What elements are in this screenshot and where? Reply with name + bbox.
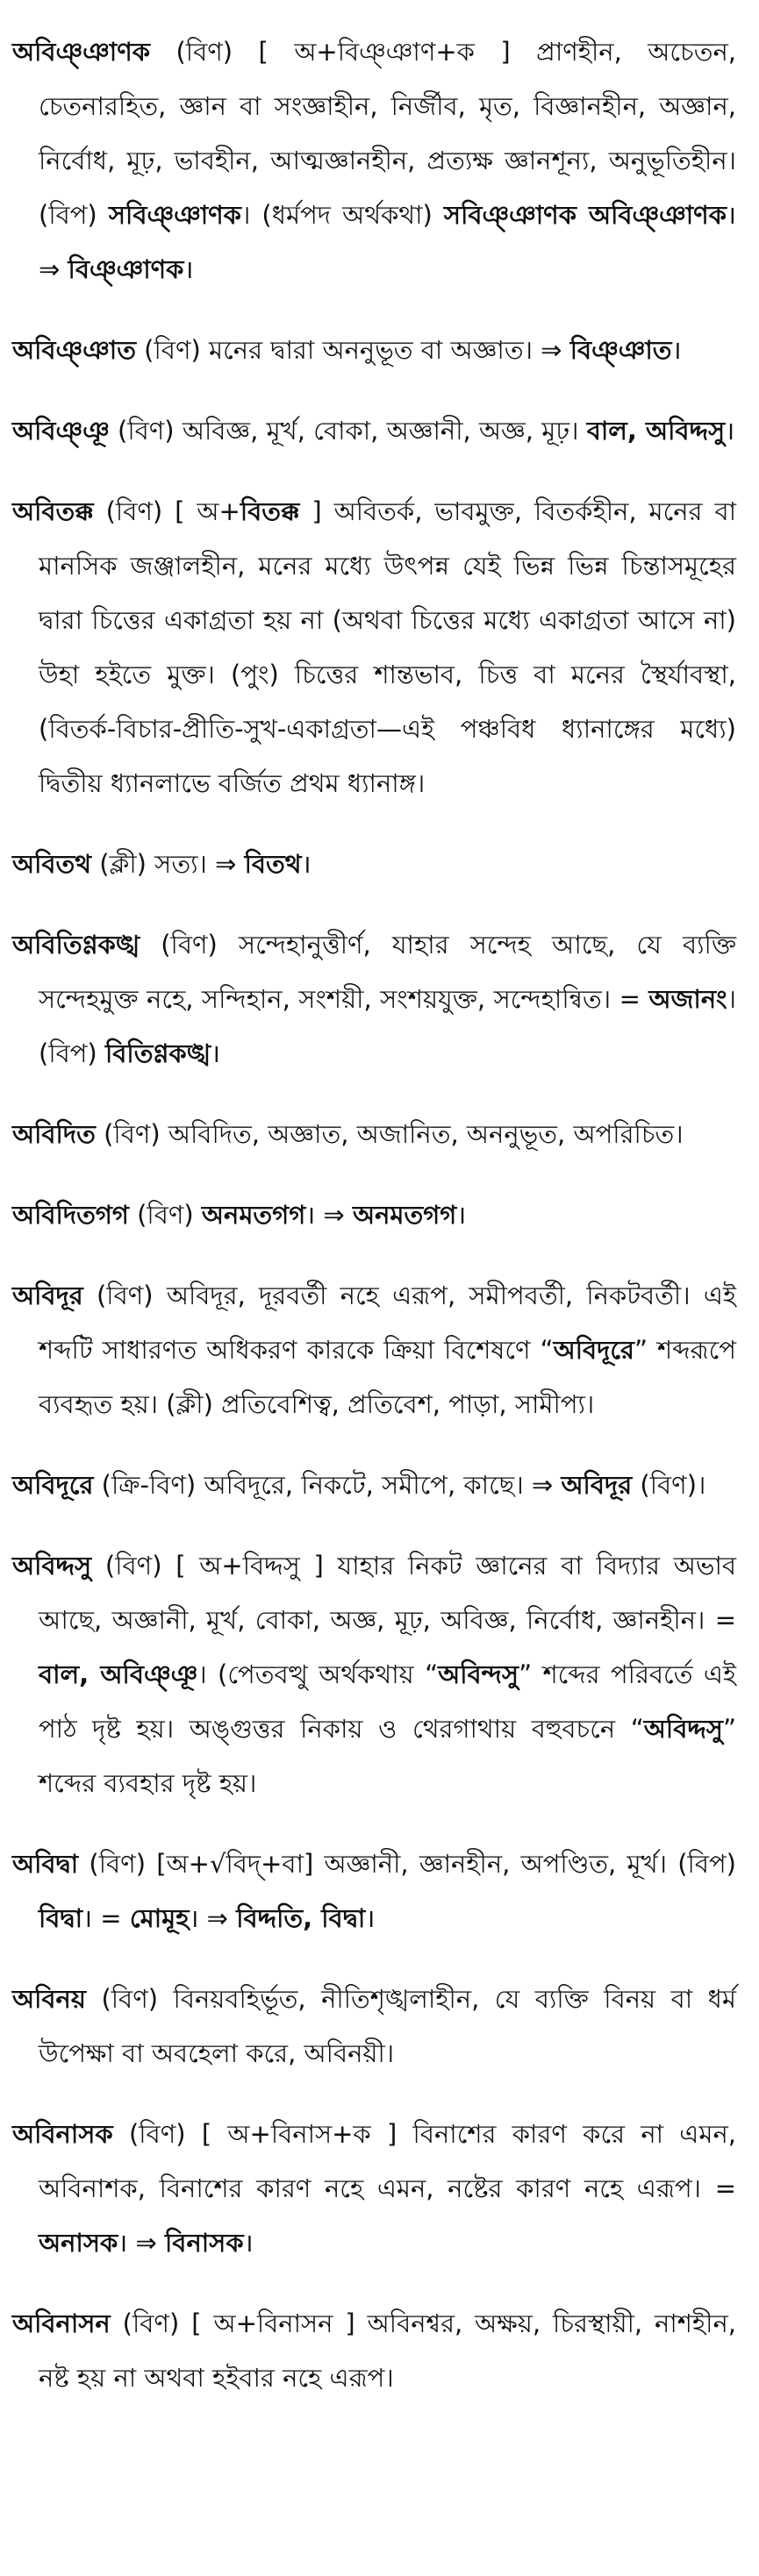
entry-bold-term: বাল, অবিঞ্ঞূ xyxy=(39,1659,198,1689)
entry-bold-term: অবিদূরে xyxy=(553,1335,634,1365)
entry-definition-text: (বিণ) [ অ+বিদ্দসু ] যাহার নিকট জ্ঞানের বা বিদ্যার অভাব আছে, অজ্ঞানী, মূর্খ, বোকা, অজ্ঞ, মূঢ়, অবিজ্ঞ, নির্বোধ, জ্ঞানহীন। = xyxy=(39,1551,736,1635)
dictionary-entry xyxy=(12,1972,736,2080)
dictionary-entry xyxy=(12,403,736,458)
dictionary-entry xyxy=(12,2296,736,2405)
entry-headword: অবিদিতগগ xyxy=(12,1200,129,1230)
entry-definition-text: (বিণ) অবিদিত, অজ্ঞাত, অজানিত, অননুভূত, অপরিচিত। xyxy=(95,1119,684,1149)
entry-definition-text: । xyxy=(183,254,194,284)
entry-bold-term: সবিঞ্ঞাণক অবিঞ্ঞাণক xyxy=(443,200,727,230)
dictionary-entry xyxy=(12,1268,736,1431)
entry-definition-text: (বিণ) অবিজ্ঞ, মূর্খ, বোকা, অজ্ঞানী, অজ্ঞ, মূঢ়। xyxy=(109,416,587,446)
entry-definition-text: । xyxy=(671,335,682,365)
entry-headword: অবিতথ xyxy=(12,849,92,879)
dictionary-entry xyxy=(12,2107,736,2270)
entry-bold-term: বাল, অবিদ্দসু xyxy=(586,416,726,446)
entry-definition-text: (বিণ) [ অ+বিনাসন ] অবিনশ্বর, অক্ষয়, চিরস্থায়ী, নাশহীন, নষ্ট হয় না অথবা হইবার নহে এরূপ। xyxy=(39,2308,736,2393)
entry-bold-term: বিঞ্ঞাণক xyxy=(68,254,184,284)
entry-definition-text: । xyxy=(243,2228,254,2258)
entry-headword: অবিঞ্ঞাণক xyxy=(12,37,151,67)
dictionary-entry xyxy=(12,1538,736,1810)
entry-definition-text: (বিণ) বিনয়বহির্ভূত, নীতিশৃঙ্খলাহীন, যে ব্যক্তি বিনয় বা ধর্ম উপেক্ষা বা অবহেলা করে, অবিনয়ী। xyxy=(39,1984,736,2068)
entry-bold-term: বিতিণ্ণকঙ্খ xyxy=(104,1038,211,1068)
dictionary-entry xyxy=(12,484,736,810)
entry-definition-text: । (বিপ) xyxy=(39,984,736,1068)
entry-headword: অবিনাসন xyxy=(12,2308,111,2338)
entry-definition-text: । xyxy=(725,416,735,446)
entry-bold-term: অনমতগগ xyxy=(201,1200,306,1230)
entry-definition-text: ” শব্দের পরিবর্তে এই পাঠ দৃষ্ট হয়। অঙ্গুত্তর নিকায় ও থেরগাথায় বহুবচনে “ xyxy=(39,1659,736,1744)
entry-definition-text: ” শব্দের ব্যবহার দৃষ্ট হয়। xyxy=(39,1714,736,1798)
dictionary-entry xyxy=(12,837,736,891)
dictionary-entry xyxy=(12,25,736,296)
entry-headword: অবিদিত xyxy=(12,1119,96,1149)
entry-bold-term: সবিঞ্ঞাণক xyxy=(108,200,241,230)
entry-definition-text: (বিণ) [অ+√বিদ্+বা] অজ্ঞানী, জ্ঞানহীন, অপণ্ডিত, মূর্খ। (বিপ) xyxy=(78,1849,736,1879)
entry-bold-term: বিনাসক xyxy=(165,2228,244,2258)
entry-definition-text: ] অবিতর্ক, ভাবমুক্ত, বিতর্কহীন, মনের বা মানসিক জঞ্জালহীন, মনের মধ্যে উৎপন্ন যেই ভিন্ন ভিন্ন চিন্তাসমূহের দ্বারা চিত্তের একাগ্রতা হয় না (অথবা চিত্তের মধ্যে একাগ্রতা আসে না) উহা হইতে মুক্ত। (পুং) চিত্তের শান্তভাব, চিত্ত বা মনের স্থৈর্যাবস্থা, (বিতর্ক-বিচার-প্রীতি-সুখ-একাগ্রতা—এই পঞ্চবিধ ধ্যানাঙ্গের মধ্যে) দ্বিতীয় ধ্যানলাভে বর্জিত প্রথম ধ্যানাঙ্গ। xyxy=(39,496,736,798)
entry-definition-text: (বিণ) [ অ+বিঞ্ঞাণ+ক ] প্রাণহীন, অচেতন, চেতনারহিত, জ্ঞান বা সংজ্ঞাহীন, নির্জীব, মৃত, বিজ্ঞানহীন, অজ্ঞান, নির্বোধ, মূঢ়, ভাবহীন, আত্মজ্ঞানহীন, প্রত্যক্ষ জ্ঞানশূন্য, অনুভূতিহীন। (বিপ) xyxy=(39,37,736,230)
entry-headword: অবিনয় xyxy=(12,1984,86,2014)
entry-headword: অবিতিণ্ণকঙ্খ xyxy=(12,930,140,960)
entry-bold-term: বিতক্ক xyxy=(240,496,300,526)
entry-headword: অবিঞ্ঞূ xyxy=(12,416,110,446)
entry-definition-text: (বিণ) সন্দেহানুত্তীর্ণ, যাহার সন্দেহ আছে, যে ব্যক্তি সন্দেহমুক্ত নহে, সন্দিহান, সংশয়ী, সংশয়যুক্ত, সন্দেহান্বিত। = xyxy=(39,930,736,1014)
entry-bold-term: বিতথ xyxy=(244,849,302,879)
entry-definition-text: (বিণ) মনের দ্বারা অননুভূত বা অজ্ঞাত। ⇒ xyxy=(135,335,570,365)
entry-bold-term: অনাসক xyxy=(39,2228,118,2258)
entry-bold-term: অবিন্দসু xyxy=(438,1659,519,1689)
entry-bold-term: বিঞ্ঞাত xyxy=(569,335,672,365)
dictionary-entry xyxy=(12,1837,736,1945)
entry-headword: অবিদূরে xyxy=(12,1470,94,1500)
entry-definition-text: । xyxy=(301,849,311,879)
entry-headword: অবিঞ্ঞাত xyxy=(12,335,136,365)
dictionary-entry xyxy=(12,917,736,1081)
entry-definition-text: (বিণ) [ অ+ xyxy=(93,496,240,526)
entry-definition-text: । ⇒ xyxy=(189,1903,237,1933)
entry-definition-text: । = xyxy=(82,1903,130,1933)
entry-list xyxy=(12,25,736,2405)
entry-definition-text: (বিণ) [ অ+বিনাস+ক ] বিনাশের কারণ করে না এমন, অবিনাশক, বিনাশের কারণ নহে এমন, নষ্টের কারণ নহে এরূপ। = xyxy=(39,2119,736,2203)
entry-definition-text: । ⇒ xyxy=(118,2228,166,2258)
dictionary-entry xyxy=(12,1458,736,1512)
entry-definition-text: । (পেতবত্থু অর্থকথায় “ xyxy=(197,1659,439,1689)
entry-headword: অবিদূর xyxy=(12,1281,83,1310)
entry-bold-term: অনমতগগ xyxy=(352,1200,457,1230)
entry-bold-term: মোমূহ xyxy=(129,1903,190,1933)
entry-definition-text: (বিণ) অবিদূর, দূরবর্তী নহে এরূপ, সমীপবর্তী, নিকটবর্তী। এই শব্দটি সাধারণত অধিকরণ কারকে ক্রিয়া বিশেষণে “ xyxy=(39,1281,736,1365)
entry-definition-text: । ⇒ xyxy=(39,200,736,284)
entry-headword: অবিনাসক xyxy=(12,2119,113,2149)
entry-headword: অবিতক্ক xyxy=(12,496,94,526)
entry-definition-text: । (ধর্মপদ অর্থকথা) xyxy=(240,200,444,230)
dictionary-entry xyxy=(12,323,736,377)
entry-definition-text: (ক্লী) সত্য। ⇒ xyxy=(91,849,245,879)
entry-definition-text: ” শব্দরূপে ব্যবহৃত হয়। (ক্লী) প্রতিবেশিত্ব, প্রতিবেশ, পাড়া, সামীপ্য। xyxy=(39,1335,736,1419)
entry-definition-text: । xyxy=(211,1038,221,1068)
entry-bold-term: অবিদ্দসু xyxy=(643,1714,723,1744)
entry-definition-text: (বিণ)। xyxy=(632,1470,706,1500)
entry-bold-term: অবিদূর xyxy=(561,1470,633,1500)
entry-definition-text: । xyxy=(365,1903,376,1933)
entry-definition-text: (বিণ) xyxy=(128,1200,202,1230)
entry-headword: অবিদ্দসু xyxy=(12,1551,92,1581)
entry-definition-text: । ⇒ xyxy=(305,1200,353,1230)
entry-definition-text: (ক্রি-বিণ) অবিদূরে, নিকটে, সমীপে, কাছে। ⇒ xyxy=(93,1470,562,1500)
entry-headword: অবিদ্বা xyxy=(12,1849,79,1879)
dictionary-entry xyxy=(12,1107,736,1161)
entry-definition-text: । xyxy=(456,1200,467,1230)
dictionary-entry xyxy=(12,1188,736,1242)
entry-bold-term: অজানং xyxy=(648,984,727,1014)
entry-bold-term: বিদ্বা xyxy=(39,1903,83,1933)
entry-bold-term: বিদ্দতি, বিদ্বা xyxy=(236,1903,366,1933)
